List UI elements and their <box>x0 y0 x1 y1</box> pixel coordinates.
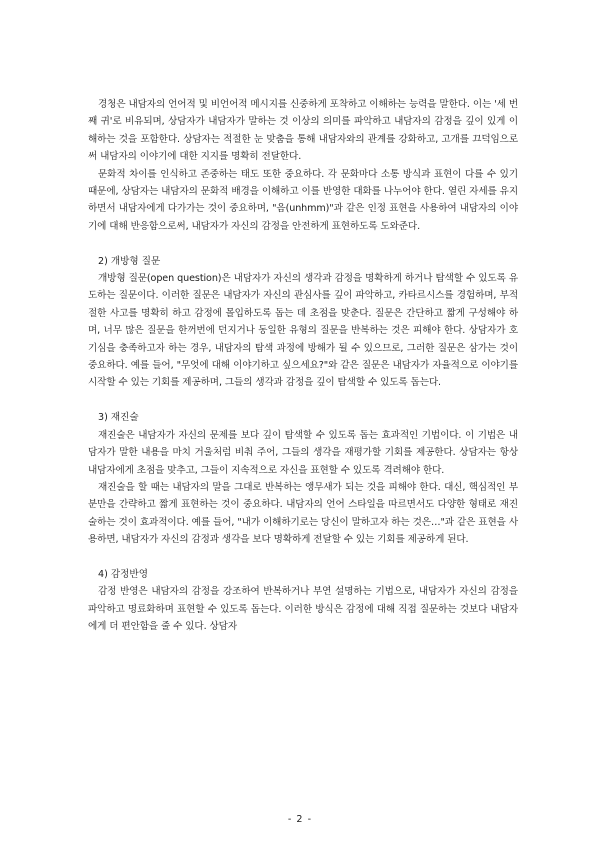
paragraph-paraphrase-2: 재진술을 할 때는 내담자의 말을 그대로 반복하는 앵무새가 되는 것을 피해야 한다. 대신, 핵심적인 부분만을 간략하고 짧게 표현하는 것이 중요하다. 내담자의 언어 스타일을 따르면서도 다양한 형태로 재진술하는 것이 효과적이다. 예를 들어, "내가 이해하기로는 당신이 말하고자 하는 것은…"과 같은 표현을 사용하면, 내담자가 자신의 감정과 생각을 보다 명확하게 전달할 수 있는 기회를 제공하게 된다. <box>88 481 518 546</box>
paragraph-cultural-difference: 문화적 차이를 인식하고 존중하는 태도 또한 중요하다. 각 문화마다 소통 방식과 표현이 다를 수 있기 때문에, 상담자는 내담자의 문화적 배경을 이해하고 이를 반영한 대화를 나누어야 한다. 열린 자세를 유지하면서 내담자에게 다가가는 것이 중요하며, "음(unhmm)"과 같은 인정 표현을 사용하여 내담자의 이야기에 대해 반응함으로써, 내담자가 자신의 감정을 안전하게 표현하도록 도와준다. <box>88 168 518 232</box>
paragraph-reflection: 감정 반영은 내담자의 감정을 강조하여 반복하거나 부연 설명하는 기법으로, 내담자가 자신의 감정을 파악하고 명료화하며 표현할 수 있도록 돕는다. 이러한 방식은 감정에 대해 직접 질문하는 것보다 내담자에게 더 편안함을 줄 수 있다. 상담자 <box>88 586 518 633</box>
paragraph-open-question: 개방형 질문(open question)은 내담자가 자신의 생각과 감정을 명확하게 하거나 탐색할 수 있도록 유도하는 질문이다. 이러한 질문은 내담자가 자신의 관심사를 깊이 파악하고, 카타르시스를 경험하며, 부적절한 사고를 명확히 하고 감정에 몰입하도록 돕는 데 초점을 맞춘다. 질문은 간단하고 짧게 구성해야 하며, 너무 많은 질문을 한꺼번에 던지거나 동일한 유형의 질문을 반복하는 것은 피해야 한다. 상담자가 호기심을 충족하고자 하는 경우, 내담자의 탐색 과정에 방해가 될 수 있으므로, 그러한 질문은 삼가는 것이 중요하다. 예를 들어, "무엇에 대해 이야기하고 싶으세요?"와 같은 질문은 내담자가 자율적으로 이야기를 시작할 수 있는 기회를 제공하며, 그들의 생각과 감정을 깊이 탐색할 수 있도록 돕는다. <box>88 273 518 389</box>
section-heading-open-question: 2) 개방형 질문 <box>98 255 161 267</box>
paragraph-paraphrase-1: 재진술은 내담자가 자신의 문제를 보다 깊이 탐색할 수 있도록 돕는 효과적인 기법이다. 이 기법은 내담자가 말한 내용을 마치 거울처럼 비춰 주어, 그들의 생각을 재평가할 기회를 제공한다. 상담자는 항상 내담자에게 초점을 맞추고, 그들이 지속적으로 자신을 표현할 수 있도록 격려해야 한다. <box>88 429 518 476</box>
paragraph-listening: 경청은 내담자의 언어적 및 비언어적 메시지를 신중하게 포착하고 이해하는 능력을 말한다. 이는 '세 번째 귀'로 비유되며, 상담자가 내담자가 말하는 것 이상의 의미를 파악하고 내담자의 감정을 깊이 있게 이해하는 것을 포함한다. 상담자는 적절한 눈 맞춤을 통해 내담자와의 관계를 강화하고, 고개를 끄덕임으로써 내담자의 이야기에 대한 지지를 명확히 전달한다. <box>88 99 518 163</box>
section-gap <box>88 235 518 252</box>
body-text <box>88 96 518 636</box>
section-gap <box>88 549 518 566</box>
page-number: - 2 - <box>287 814 313 825</box>
section-heading-reflection: 4) 감정반영 <box>98 568 148 580</box>
section-gap <box>88 392 518 409</box>
section-heading-paraphrase: 3) 재진술 <box>98 412 139 424</box>
